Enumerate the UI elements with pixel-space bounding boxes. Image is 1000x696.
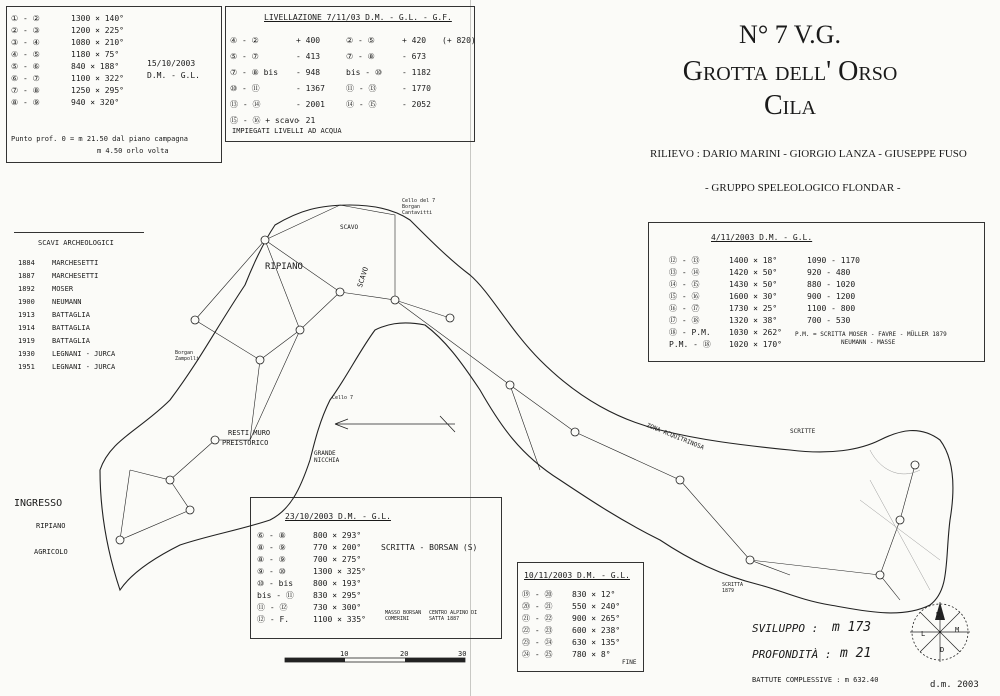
station-pair: ㉑ - ㉒ — [522, 614, 553, 623]
scavo-year: 1919 — [18, 337, 35, 345]
table-15-10-note-1: Punto prof. 0 = m 21.50 dal piano campagna — [11, 135, 189, 143]
station-pair: ⑩ - bis — [257, 579, 294, 588]
measurement: 800 × 293° — [313, 531, 362, 540]
station-pair: ⑬ - ⑭ — [230, 100, 261, 109]
station-pair: ⑦ - ⑧ — [11, 86, 40, 95]
cave-name: Grotta dell' Orso — [682, 56, 898, 87]
station-pair: ⑫ - F. — [257, 615, 290, 624]
scavo-name: BATTAGLIA — [52, 337, 90, 345]
table-23-10-header: 23/10/2003 D.M. - G.L. — [285, 512, 391, 521]
north-arrow — [335, 416, 455, 432]
measurement: 1080 × 210° — [71, 38, 124, 47]
level-value: - 413 — [296, 52, 321, 61]
row-note: SCRITTA - BORSAN (S) — [381, 543, 478, 552]
scavo-year: 1930 — [18, 350, 35, 358]
station-pair: bis - ⑪ — [257, 591, 294, 600]
station-pair: ⑳ - ㉑ — [522, 602, 553, 611]
measurement: 550 × 240° — [572, 602, 621, 611]
sviluppo-value: m 173 — [832, 620, 872, 635]
measurement: 1300 × 325° — [313, 567, 366, 576]
map-label-ingresso: INGRESSO — [14, 498, 63, 509]
level-value: - 1182 — [402, 68, 431, 77]
scavo-year: 1884 — [18, 259, 35, 267]
scavo-name: NEUMANN — [52, 298, 82, 306]
station-pair: ⑤ - ⑥ — [11, 62, 40, 71]
centro-alpino-note: CENTRO ALPINO DI SATTA 1887 — [429, 610, 478, 622]
station-pair: ⑮ - ⑯ + scavo — [230, 116, 299, 125]
station-pair: ⑭ - ⑮ — [669, 280, 700, 289]
measurement: 1030 × 262° — [729, 328, 782, 337]
compass-letter-bottom: D — [940, 646, 945, 654]
map-label-grande-nicchia: GRANDE NICCHIA — [314, 450, 340, 464]
table-10-11-header: 10/11/2003 D.M. - G.L. — [524, 571, 630, 580]
measurement: 830 × 12° — [572, 590, 616, 599]
measurement: 1400 × 18° — [729, 256, 778, 265]
map-label-cello-7: Cello 7 — [332, 395, 354, 401]
station-pair: bis - ⑩ — [346, 68, 383, 77]
livellazione-header: LIVELLAZIONE 7/11/03 D.M. - G.L. - G.F. — [264, 13, 452, 22]
signature: d.m. 2003 — [930, 680, 979, 690]
sviluppo-label: SVILUPPO : — [752, 622, 819, 635]
group-name: - GRUPPO SPELEOLOGICO FLONDAR - — [705, 182, 901, 194]
station-pair: ⑥ - ⑧ — [257, 531, 286, 540]
scavo-year: 1951 — [18, 363, 35, 371]
pm-note-2: NEUMANN - MASSE — [841, 339, 896, 346]
map-label-zona-acquitrinosa: ZONA ACQUITRINOSA — [645, 422, 705, 452]
map-label-agricolo: AGRICOLO — [34, 548, 68, 556]
station-pair: ⑩ - ⑪ — [230, 84, 260, 93]
level-value: - 2001 — [296, 100, 325, 109]
measurement: 830 × 295° — [313, 591, 362, 600]
table-15-10-note-2: m 4.50 orlo volta — [97, 147, 169, 155]
station-pair: ⑱ - P.M. — [669, 328, 711, 337]
map-label-ripiano-upper: RIPIANO — [265, 262, 303, 272]
scavo-name: LEGNANI - JURCA — [52, 363, 116, 371]
scavo-year: 1887 — [18, 272, 35, 280]
table-15-10-date: 15/10/2003 — [147, 59, 196, 68]
measurement: 1180 × 75° — [71, 50, 120, 59]
extra-value: 920 - 480 — [807, 268, 851, 277]
measurement: 770 × 200° — [313, 543, 362, 552]
scavo-name: LEGNANI - JURCA — [52, 350, 116, 358]
station-pair: ④ - ⑤ — [11, 50, 40, 59]
level-value: - 948 — [296, 68, 321, 77]
station-pair: ⑧ - ⑨ — [257, 543, 286, 552]
measurement: 1420 × 50° — [729, 268, 778, 277]
measurement: 1320 × 38° — [729, 316, 778, 325]
map-label-preistorico: PREISTORICO — [222, 439, 269, 447]
extra-value: 880 - 1020 — [807, 280, 856, 289]
table-15-10-authors: D.M. - G.L. — [147, 71, 200, 80]
table-10-11-footer: FINE — [622, 659, 637, 666]
map-label-borgan-zampolli: Borgan Zampolli — [175, 350, 200, 362]
measurement: 780 × 8° — [572, 650, 611, 659]
station-pair: ⑯ - ⑰ — [669, 304, 700, 313]
station-pair: P.M. - ⑱ — [669, 340, 711, 349]
station-pair: ⑮ - ⑯ — [669, 292, 700, 301]
cave-place: Cila — [764, 90, 816, 121]
profondita-value: m 21 — [840, 646, 872, 661]
measurement: 900 × 265° — [572, 614, 621, 623]
measurement: 1730 × 25° — [729, 304, 778, 313]
measurement: 1200 × 225° — [71, 26, 124, 35]
measurement: 1020 × 170° — [729, 340, 782, 349]
station-pair: ⑦ - ⑧ bis — [230, 68, 279, 77]
map-label-scavo-vertical: SCAVO — [356, 265, 371, 289]
extra-value: 900 - 1200 — [807, 292, 856, 301]
map-label-scavo-top: SCAVO — [340, 224, 359, 231]
measurement: 1430 × 50° — [729, 280, 778, 289]
scavo-name: BATTAGLIA — [52, 324, 90, 332]
map-label-resti-muro: RESTI MURO — [228, 429, 271, 437]
scavo-year: 1900 — [18, 298, 35, 306]
masso-note: MASSO BORSAN COMERINI — [385, 610, 422, 622]
measurement: 800 × 193° — [313, 579, 362, 588]
scale-tick-20: 20 — [400, 650, 409, 658]
station-pair: ㉔ - ㉕ — [522, 650, 553, 659]
measurement: 600 × 238° — [572, 626, 621, 635]
measurement: 1250 × 295° — [71, 86, 124, 95]
measurement: 630 × 135° — [572, 638, 621, 647]
scale-tick-30: 30 — [458, 650, 467, 658]
extra-value: 700 - 530 — [807, 316, 851, 325]
station-pair: ④ - ② — [230, 36, 259, 45]
map-label-scritta-1879: SCRITTA 1879 — [722, 582, 744, 594]
battute-total: BATTUTE COMPLESSIVE : m 632.40 — [752, 676, 879, 684]
table-4-11-header: 4/11/2003 D.M. - G.L. — [711, 233, 813, 242]
profondita-label: PROFONDITÀ : — [752, 648, 832, 661]
measurement: 730 × 300° — [313, 603, 362, 612]
level-value: - 1770 — [402, 84, 431, 93]
scavo-year: 1914 — [18, 324, 35, 332]
station-pair: ① - ② — [11, 14, 40, 23]
scavo-name: MARCHESETTI — [52, 259, 99, 267]
scavo-name: BATTAGLIA — [52, 311, 90, 319]
level-value: - 673 — [402, 52, 427, 61]
measurement: 840 × 188° — [71, 62, 120, 71]
scavo-year: 1913 — [18, 311, 35, 319]
livellazione-footer: IMPIEGATI LIVELLI AD ACQUA — [232, 127, 342, 135]
measurement: 700 × 275° — [313, 555, 362, 564]
level-value: + 420 — [402, 36, 427, 45]
map-label-cello-top: Cello del 7 Borgan Cantavitti — [402, 198, 436, 216]
cave-number: N° 7 V.G. — [739, 20, 841, 49]
cave-outline — [100, 205, 953, 613]
measurement: 1100 × 335° — [313, 615, 366, 624]
compass-letter-left: L — [921, 630, 926, 638]
measurement: 1300 × 140° — [71, 14, 124, 23]
station-pair: ⑤ - ⑦ — [230, 52, 259, 61]
station-pair: ⑧ - ⑨ — [11, 98, 40, 107]
scavo-name: MARCHESETTI — [52, 272, 99, 280]
station-pair: ② - ⑤ — [346, 36, 375, 45]
station-pair: ⑥ - ⑦ — [11, 74, 40, 83]
extra-value: 1090 - 1170 — [807, 256, 860, 265]
station-pair: ㉓ - ㉔ — [522, 638, 553, 647]
measurement: 940 × 320° — [71, 98, 120, 107]
station-pair: ⑭ - ⑮ — [346, 100, 377, 109]
station-pair: ③ - ④ — [11, 38, 40, 47]
scavi-header: SCAVI ARCHEOLOGICI — [38, 239, 114, 247]
station-pair: ⑦ - ⑧ — [346, 52, 375, 61]
station-pair: ⑧ - ⑨ — [257, 555, 286, 564]
compass-letter-right: M — [955, 626, 960, 634]
station-pair: ⑪ - ⑫ — [257, 603, 288, 612]
survey-credits: RILIEVO : DARIO MARINI - GIORGIO LANZA - GIUSEPPE FUSO — [650, 148, 967, 160]
station-pair: ㉒ - ㉓ — [522, 626, 553, 635]
station-pair: ⑬ - ⑭ — [669, 268, 700, 277]
station-pair: ⑨ - ⑩ — [257, 567, 286, 576]
level-value: - 21 — [296, 116, 316, 125]
extra-value: 1100 - 800 — [807, 304, 856, 313]
level-total: (+ 820) — [442, 36, 476, 45]
scale-bar — [285, 658, 465, 662]
scavo-name: MOSER — [52, 285, 74, 293]
station-pair: ⑪ - ⑬ — [346, 84, 377, 93]
station-pair: ⑲ - ⑳ — [522, 590, 553, 599]
scavo-year: 1892 — [18, 285, 35, 293]
pm-note: P.M. = SCRITTA MOSER - FAVRE - MÜLLER 1879 — [795, 331, 947, 338]
station-pair: ⑫ - ⑬ — [669, 256, 700, 265]
compass-letter-top: D — [936, 611, 941, 619]
level-value: - 2052 — [402, 100, 431, 109]
map-label-ripiano: RIPIANO — [36, 522, 66, 530]
level-value: - 1367 — [296, 84, 325, 93]
level-value: + 400 — [296, 36, 321, 45]
measurement: 1600 × 30° — [729, 292, 778, 301]
scale-tick-10: 10 — [340, 650, 349, 658]
measurement: 1100 × 322° — [71, 74, 124, 83]
station-pair: ⑰ - ⑱ — [669, 316, 700, 325]
station-pair: ② - ③ — [11, 26, 40, 35]
map-label-scritte: SCRITTE — [790, 428, 816, 435]
